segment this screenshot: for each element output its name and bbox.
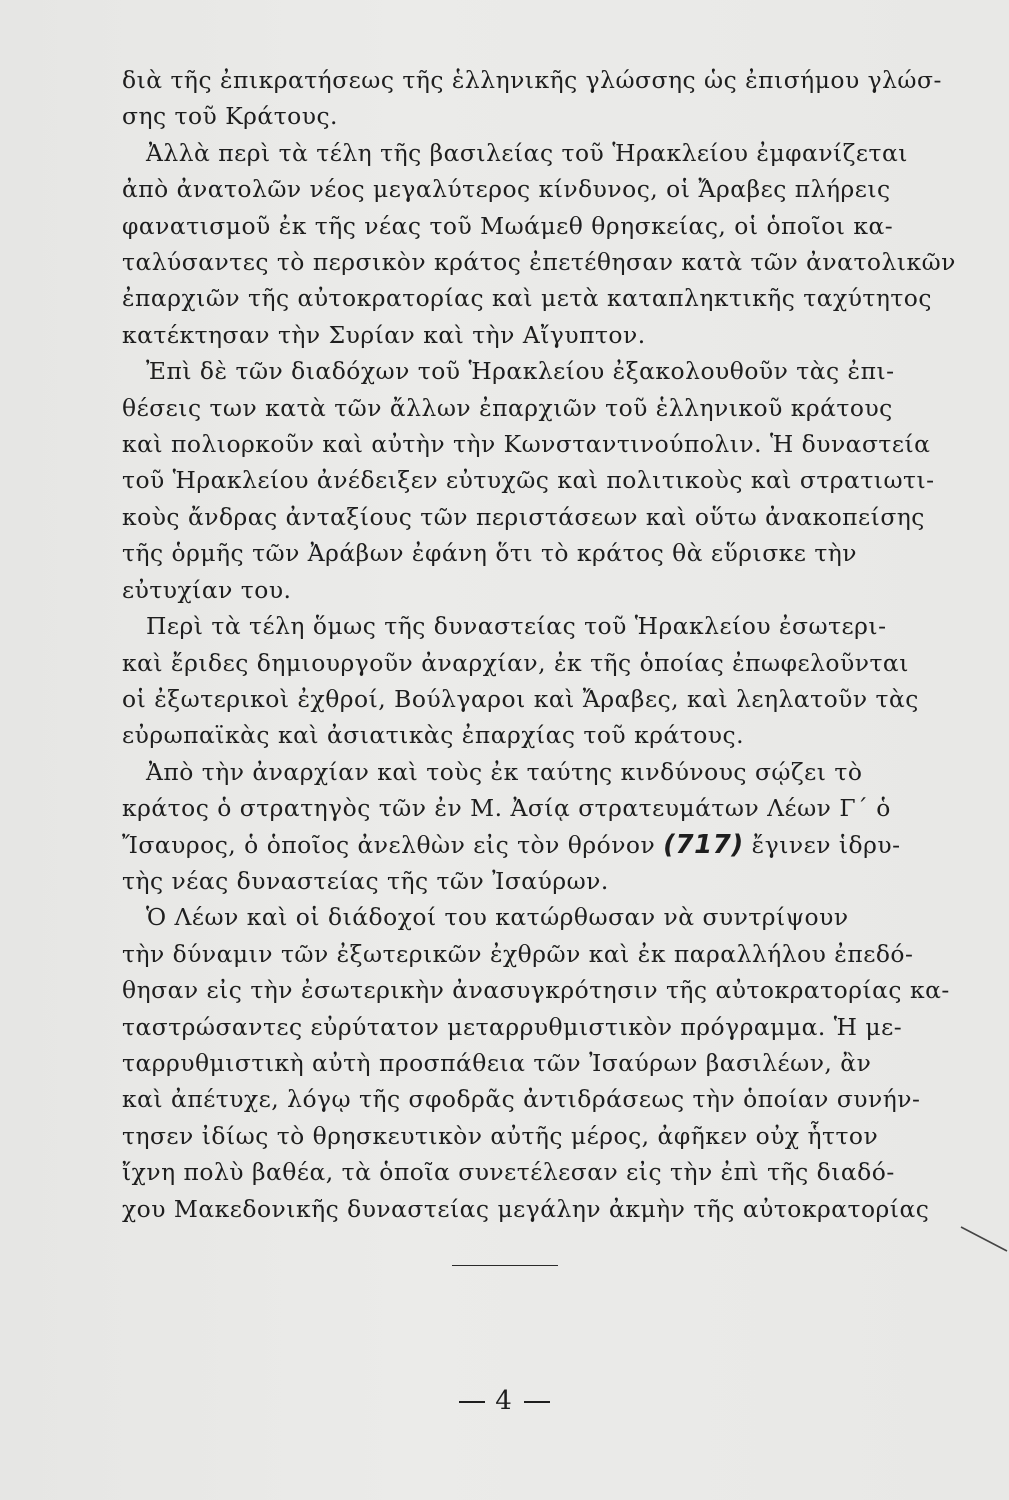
text-line: καὶ ἀπέτυχε, λόγῳ τῆς σφοδρᾶς ἀντιδράσεως τὴν ὁποίαν συνήν- — [122, 1085, 921, 1114]
year-annotation: (717) — [663, 829, 744, 860]
text-line: ἀπὸ ἀνατολῶν νέος μεγαλύτερος κίνδυνος, οἱ Ἄραβες πλήρεις — [122, 175, 891, 204]
text-line: τοῦ Ἡρακλείου ἀνέδειξεν εὐτυχῶς καὶ πολιτικοὺς καὶ στρατιωτι- — [122, 466, 935, 495]
text-line: κράτος ὁ στρατηγὸς τῶν ἐν Μ. Ἀσίᾳ στρατευμάτων Λέων Γ´ ὁ — [122, 794, 891, 823]
body-text — [122, 62, 958, 1227]
text-line: Ἀλλὰ περὶ τὰ τέλη τῆς βασιλείας τοῦ Ἡρακλείου ἐμφανίζεται — [146, 138, 908, 167]
text-segment: ἔγινεν ἱδρυ- — [751, 830, 901, 859]
text-line: καὶ ἔριδες δημιουργοῦν ἀναρχίαν, ἐκ τῆς ὁποίας ἐπωφελοῦνται — [122, 648, 909, 677]
text-line: κοὺς ἄνδρας ἀνταξίους τῶν περιστάσεων καὶ οὕτω ἀνακοπείσης — [122, 502, 925, 531]
text-line: φανατισμοῦ ἐκ τῆς νέας τοῦ Μωάμεθ θρησκείας, οἱ ὁποῖοι κα- — [122, 211, 894, 240]
paragraph — [122, 608, 958, 754]
text-line: οἱ ἐξωτερικοὶ ἐχθροί, Βούλγαροι καὶ Ἄραβες, καὶ λεηλατοῦν τὰς — [122, 684, 919, 713]
dash-right — [524, 1401, 550, 1403]
text-line: σης τοῦ Κράτους. — [122, 102, 338, 131]
text-line: τησεν ἰδίως τὸ θρησκευτικὸν αὐτῆς μέρος, ἀφῆκεν οὐχ ἧττον — [122, 1121, 879, 1150]
paragraph — [122, 135, 958, 353]
text-line: Ἐπὶ δὲ τῶν διαδόχων τοῦ Ἡρακλείου ἐξακολουθοῦν τὰς ἐπι- — [146, 357, 895, 386]
paragraph — [122, 62, 958, 135]
text-line: Ἀπὸ τὴν ἀναρχίαν καὶ τοὺς ἐκ ταύτης κινδύνους σῴζει τὸ — [146, 757, 863, 786]
text-line: διὰ τῆς ἐπικρατήσεως τῆς ἑλληνικῆς γλώσσης ὡς ἐπισήμου γλώσ- — [122, 66, 942, 94]
text-line: ταλύσαντες τὸ περσικὸν κράτος ἐπετέθησαν κατὰ τῶν ἀνατολικῶν — [122, 248, 956, 277]
text-line: ταρρυθμιστικὴ αὐτὴ προσπάθεια τῶν Ἰσαύρων βασιλέων, ἂν — [122, 1048, 872, 1077]
text-line: ἐπαρχιῶν τῆς αὐτοκρατορίας καὶ μετὰ καταπληκτικῆς ταχύτητος — [122, 284, 932, 313]
text-line: εὐτυχίαν του. — [122, 575, 292, 604]
dash-left — [459, 1401, 485, 1403]
text-line: εὐρωπαϊκὰς καὶ ἀσιατικὰς ἐπαρχίας τοῦ κράτους. — [122, 721, 745, 750]
text-line: Περὶ τὰ τέλη ὅμως τῆς δυναστείας τοῦ Ἡρακλείου ἐσωτερι- — [146, 612, 887, 641]
page-number — [0, 1386, 1009, 1416]
footnote-separator-rule — [452, 1265, 558, 1266]
text-segment: Ἴσαυρος, ὁ ὁποῖος ἀνελθὼν εἰς τὸν θρόνον — [122, 830, 656, 859]
text-line: Ὁ Λέων καὶ οἱ διάδοχοί του κατώρθωσαν νὰ συντρίψουν — [146, 903, 849, 932]
text-line: κατέκτησαν τὴν Συρίαν καὶ τὴν Αἴγυπτον. — [122, 320, 646, 349]
text-line: θησαν εἰς τὴν ἐσωτερικὴν ἀνασυγκρότησιν τῆς αὐτοκρατορίας κα- — [122, 976, 950, 1005]
text-line: τὴν δύναμιν τῶν ἐξωτερικῶν ἐχθρῶν καὶ ἐκ παραλλήλου ἐπεδό- — [122, 939, 914, 968]
scan-edge-mark — [959, 1225, 1009, 1255]
text-line: τὴς νέας δυναστείας τῆς τῶν Ἰσαύρων. — [122, 866, 609, 895]
text-line: τῆς ὁρμῆς τῶν Ἀράβων ἐφάνη ὅτι τὸ κράτος θὰ εὕρισκε τὴν — [122, 539, 858, 568]
text-line: καὶ πολιορκοῦν καὶ αὐτὴν τὴν Κωνσταντινούπολιν. Ἡ δυναστεία — [122, 430, 931, 459]
paragraph — [122, 754, 958, 900]
text-line: χου Μακεδονικῆς δυναστείας μεγάλην ἀκμὴν τῆς αὐτοκρατορίας — [122, 1194, 930, 1223]
paragraph — [122, 353, 958, 608]
text-line: ἴχνη πολὺ βαθέα, τὰ ὁποῖα συνετέλεσαν εἰς τὴν ἐπὶ τῆς διαδό- — [122, 1158, 895, 1187]
text-line: θέσεις των κατὰ τῶν ἄλλων ἐπαρχιῶν τοῦ ἑλληνικοῦ κράτους — [122, 393, 893, 422]
text-line — [122, 827, 958, 863]
paragraph — [122, 899, 958, 1227]
page-number-value: 4 — [495, 1386, 514, 1416]
text-line: ταστρώσαντες εὐρύτατον μεταρρυθμιστικὸν πρόγραμμα. Ἡ με- — [122, 1012, 903, 1041]
